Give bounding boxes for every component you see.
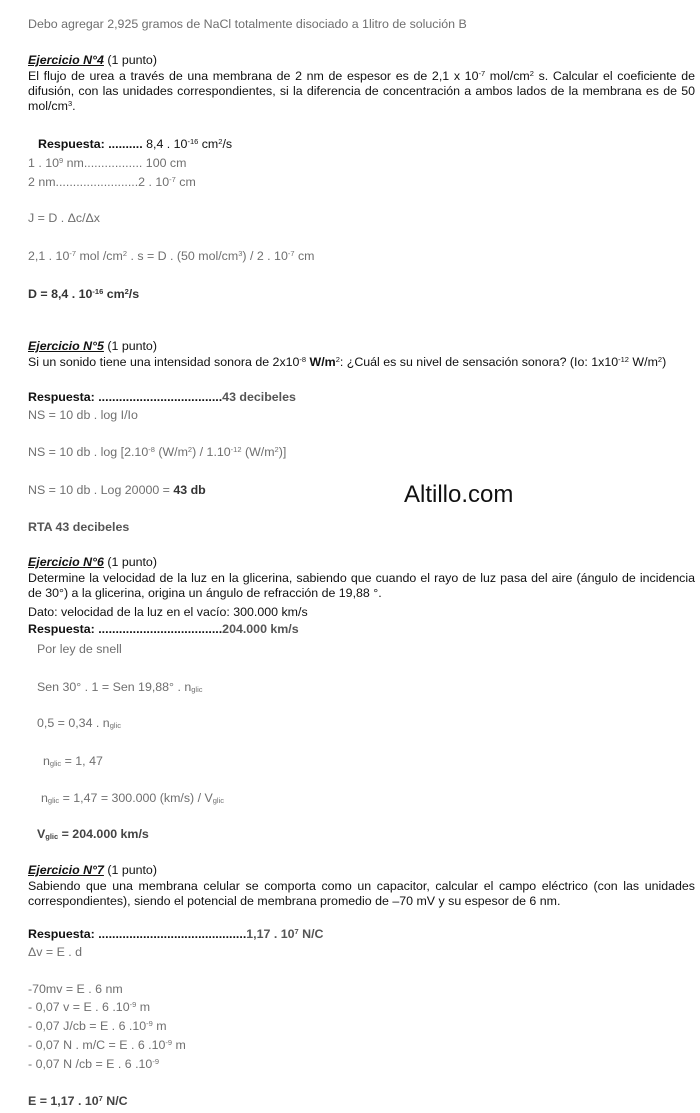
exercise-5-rta: RTA 43 decibeles [28, 520, 130, 534]
exercise-6-line-4: $n_{glic} = 1$, 47 [43, 754, 103, 768]
exercise-5-line-2: NS = 10 db . $\log [2.10^{-8}$ $(W/m^2) / 1.10^{-12}$ $(W/m^2)$] [28, 445, 287, 459]
exercise-6-statement: Determine la velocidad de la luz en la glicerina, sabiendo que cuando el rayo de luz pasa del aire (ángulo de incidencia de 30°) a la glicerina, origina un ángulo de refracción de 19,88 °. [28, 571, 695, 600]
exercise-7-line-5: - 0,07 N . m/C = E . 6 $.10^{-9}$ m [28, 1038, 186, 1052]
exercise-5-line-3: NS = 10 db . Log 20000 = 43 db [28, 483, 206, 497]
exercise-7-line-4: - 0,07 J/cb = E . 6 $.10^{-9}$ m [28, 1019, 167, 1033]
exercise-5-line-1: NS = 10 db . log I/Io [28, 408, 138, 422]
exercise-6-title: Ejercicio N°6 (1 punto) [28, 555, 157, 569]
exercise-4-title: Ejercicio N°4 (1 punto) [28, 53, 157, 67]
exercise-6-line-1: Por ley de snell [37, 642, 122, 656]
exercise-7-result: E = 1,17 . $10^7$ N/C [28, 1094, 128, 1108]
exercise-5-title: Ejercicio N°5 (1 punto) [28, 339, 157, 353]
exercise-4-line-2: 2 nm........................2 . $10^{-7}$ cm [28, 175, 196, 189]
watermark: Altillo.com [404, 481, 514, 508]
exercise-6-line-2: Sen 30° . 1 = Sen 19,88° . $n_{glic}$ [37, 680, 203, 694]
exercise-6-line-5: $n_{glic} = 1,47 = 300.000$ $(km/s) / V_{glic}$ [41, 791, 225, 805]
exercise-4-line-1: 1 . $10^9$ nm................. 100 cm [28, 156, 187, 170]
exercise-4-line-4: 2,1 . $10^{-7}$ mol $/cm^2$ . s = D . (50 mol/$cm^3) / 2$ . $10^{-7}$ cm [28, 249, 315, 263]
exercise-5-answer: Respuesta: ....................................43 decibeles [28, 390, 296, 404]
exercise-7-line-6: - 0,07 N /cb = E . 6 $.10^{-9}$ [28, 1057, 159, 1071]
exercise-7-statement: Sabiendo que una membrana celular se comporta como un capacitor, calcular el campo eléctrico (con las unidades correspondientes), siendo el potencial de membrana promedio de –70 mV y su espesor de 6 nm. [28, 879, 695, 908]
exercise-6-result: $V_{glic} = 204.000$ km/s [37, 827, 149, 841]
exercise-7-title: Ejercicio N°7 (1 punto) [28, 863, 157, 877]
exercise-4-result: D = 8,4 . $10^{-16}$ $cm^2/s$ [28, 287, 140, 301]
exercise-6-dato: Dato: velocidad de la luz en el vacío: 300.000 km/s [28, 605, 308, 619]
exercise-4-statement: El flujo de urea a través de una membrana de 2 nm de espesor es de 2,1 x $10^{-7}$ mol/$cm^2$ s. Calcular el coeficiente de difusión, con las unidades correspondientes, si la diferencia de concentración a ambos lados de la membrana es de 50 mol/$cm^3$. [28, 69, 695, 113]
exercise-7-line-2: -70mv = E . 6 nm [28, 982, 123, 996]
exercise-7-line-3: - 0,07 v = E . 6 $.10^{-9}$ m [28, 1000, 151, 1014]
intro-line: Debo agregar 2,925 gramos de NaCl totalmente disociado a 1litro de solución B [28, 17, 467, 31]
exercise-7-line-1: Δv = E . d [28, 945, 83, 959]
exercise-5-statement: Si un sonido tiene una intensidad sonora de $2x10^{-8}$ $W/m^2$: ¿Cuál es su nivel de sensación sonora? (Io: $1x10^{-12}$ $W/m^2$) [28, 355, 667, 369]
exercise-6-answer: Respuesta: ....................................204.000 km/s [28, 622, 299, 636]
exercise-6-line-3: 0,5 = 0,34 . $n_{glic}$ [37, 716, 121, 730]
exercise-4-line-3: J = D . Δc/Δx [28, 211, 100, 225]
exercise-7-answer: Respuesta: ...........................................1,17 . $10^7$ N/C [28, 927, 324, 941]
exercise-4-answer: Respuesta: .......... 8,4 . $10^{-16}$ $cm^2/s$ [38, 137, 233, 151]
